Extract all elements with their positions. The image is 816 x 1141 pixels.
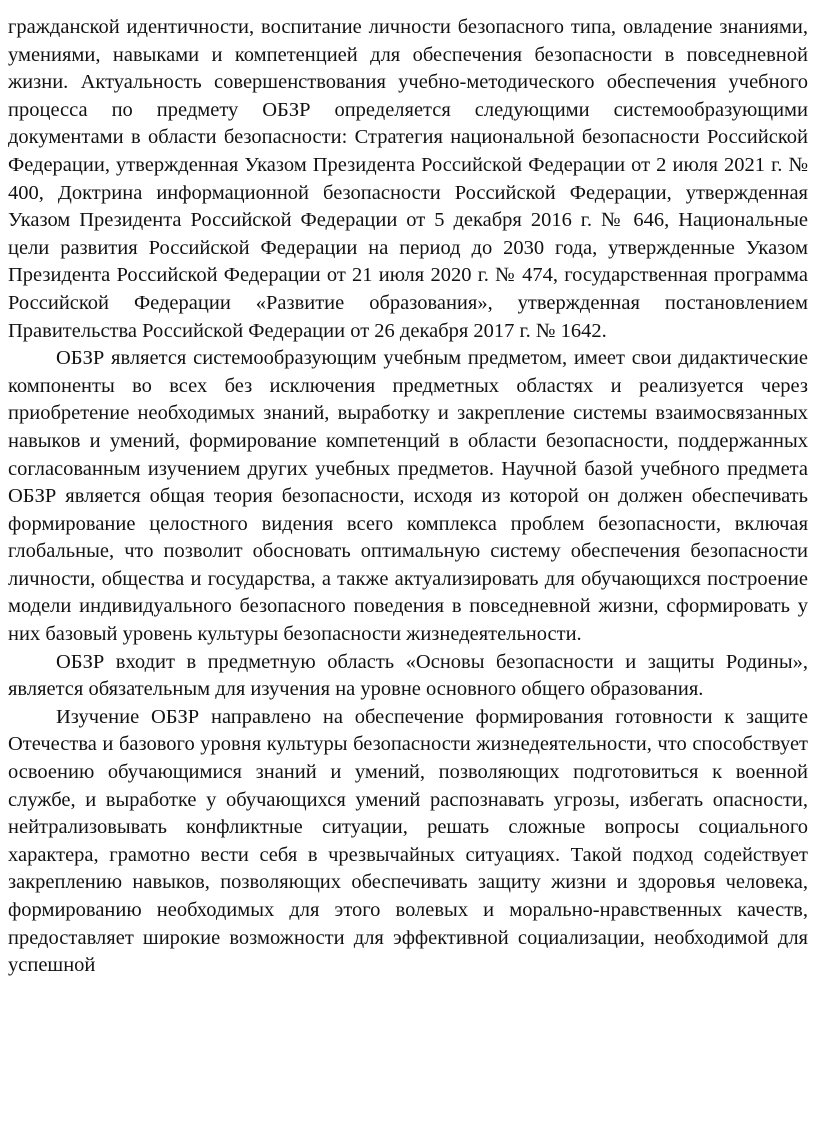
paragraph-obzr-system: ОБЗР является системообразующим учебным предметом, имеет свои дидактические компоненты во всех без исключения предметных областях и реализуется через приобретение необходимых знаний, выработку и закрепление системы взаимосвязанных навыков и умений, формирование компетенций в области безопасности, поддержанных согласованным изучением других учебных предметов. Научной базой учебного предмета ОБЗР является общая теория безопасности, исходя из которой он должен обеспечивать формирование целостного видения всего комплекса проблем безопасности, включая глобальные, что позволит обосновать оптимальную систему обеспечения безопасности личности, общества и государства, а также актуализировать для обучающихся построение модели индивидуального безопасного поведения в повседневной жизни, сформировать у них базовый уровень культуры безопасности жизнедеятельности. <box>8 347 808 646</box>
paragraph-continuation: гражданской идентичности, воспитание личности безопасного типа, овладение знаниями, умениями, навыками и компетенцией для обеспечения безопасности в повседневной жизни. Актуальность совершенствования учебно-методического обеспечения учебного процесса по предмету ОБЗР определяется следующими системообразующими документами в области безопасности: Стратегия национальной безопасности Российской Федерации, утвержденная Указом Президента Российской Федерации от 2 июля 2021 г. № 400, Доктрина информационной безопасности Российской Федерации, утвержденная Указом Президента Российской Федерации от 5 декабря 2016 г. № 646, Национальные цели развития Российской Федерации на период до 2030 года, утвержденные Указом Президента Российской Федерации от 21 июля 2020 г. № 474, государственная программа Российской Федерации «Развитие образования», утвержденная постановлением Правительства Российской Федерации от 26 декабря 2017 г. № 1642. <box>8 16 808 342</box>
paragraph-obzr-study-goals: Изучение ОБЗР направлено на обеспечение формирования готовности к защите Отечества и базового уровня культуры безопасности жизнедеятельности, что способствует освоению обучающимися знаний и умений, позволяющих подготовиться к военной службе, и выработке у обучающихся умений распознавать угрозы, избегать опасности, нейтрализовывать конфликтные ситуации, решать сложные вопросы социального характера, грамотно вести себя в чрезвычайных ситуациях. Такой подход содействует закреплению навыков, позволяющих обеспечивать защиту жизни и здоровья человека, формированию необходимых для этого волевых и морально-нравственных качеств, предоставляет широкие возможности для эффективной социализации, необходимой для успешной <box>8 705 808 977</box>
paragraph-obzr-subject-area: ОБЗР входит в предметную область «Основы безопасности и защиты Родины», является обязательным для изучения на уровне основного общего образования. <box>8 650 808 701</box>
